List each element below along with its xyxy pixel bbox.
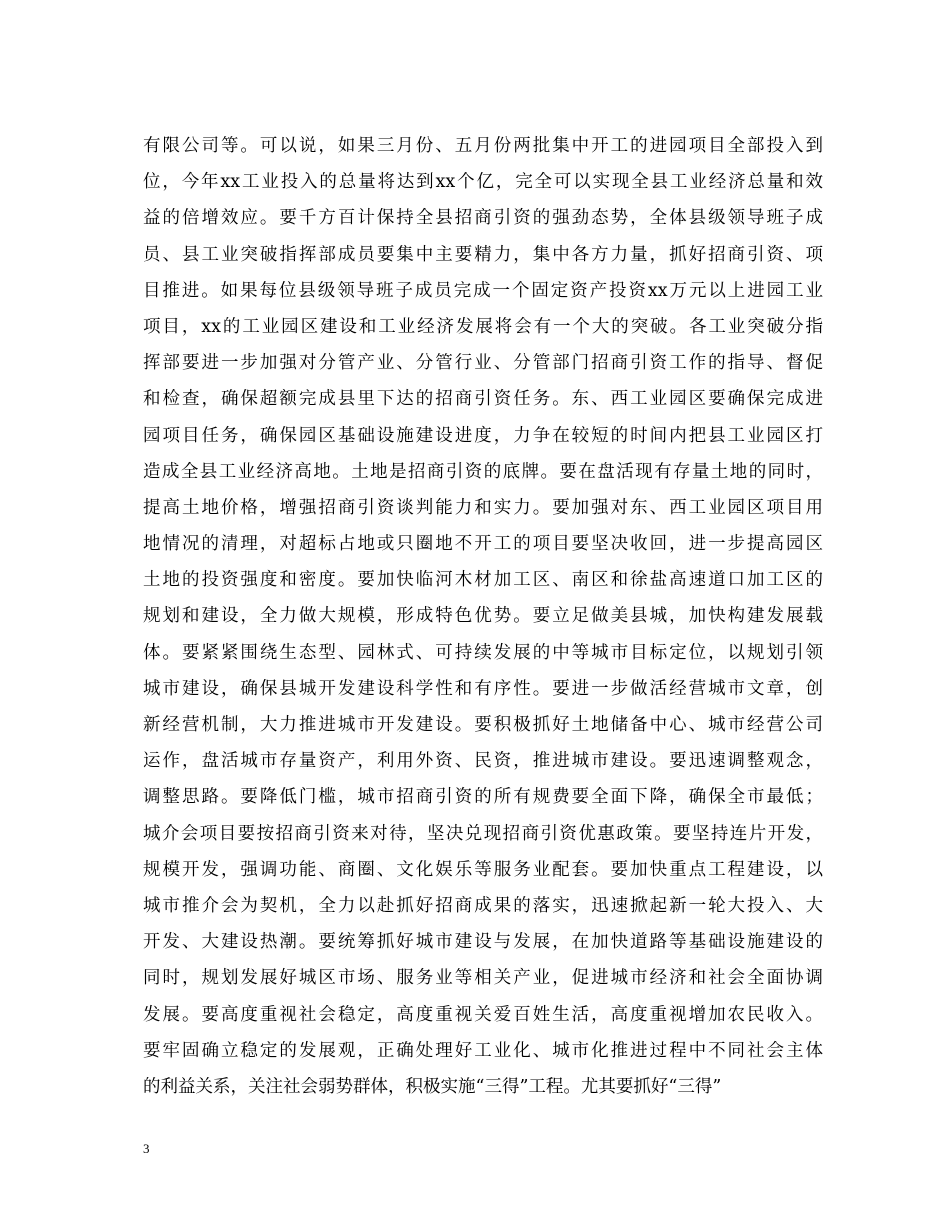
text-line: 新经营机制，大力推进城市开发建设。要积极抓好土地储备中心、城市经营公司 — [143, 715, 823, 735]
text-line: 位，今年xx工业投入的总量将达到xx个亿，完全可以实现全县工业经济总量和效 — [143, 172, 823, 193]
text-line: 规模开发，强调功能、商圈、文化娱乐等服务业配套。要加快重点工程建设，以 — [143, 859, 823, 880]
text-line: 运作，盘活城市存量资产，利用外资、民资，推进城市建设。要迅速调整观念， — [143, 751, 823, 772]
text-line: 造成全县工业经济高地。土地是招商引资的底牌。要在盘活现有存量土地的同时， — [143, 461, 823, 482]
text-line: 城市推介会为契机，全力以赴抓好招商成果的落实，迅速掀起新一轮大投入、大 — [143, 895, 823, 916]
text-line: 地情况的清理，对超标占地或只圈地不开工的项目要坚决收回，进一步提高园区 — [143, 534, 823, 555]
page-number: 3 — [143, 1141, 150, 1156]
text-line: 有限公司等。可以说，如果三月份、五月份两批集中开工的进园项目全部投入到 — [143, 136, 823, 156]
text-line: 规划和建设，全力做大规模，形成特色优势。要立足做美县城，加快构建发展载 — [143, 606, 823, 627]
text-line: 发展。要高度重视社会稳定，高度重视关爱百姓生活，高度重视增加农民收入。 — [143, 1004, 823, 1025]
text-line: 提高土地价格，增强招商引资谈判能力和实力。要加强对东、西工业园区项目用 — [143, 497, 823, 518]
body-text — [143, 128, 823, 1105]
text-line: 要牢固确立稳定的发展观，正确处理好工业化、城市化推进过程中不同社会主体 — [143, 1040, 823, 1061]
text-line: 城市建设，确保县城开发建设科学性和有序性。要进一步做活经营城市文章，创 — [143, 678, 823, 699]
text-line: 的利益关系，关注社会弱势群体，积极实施“三得”工程。尤其要抓好“三得” — [143, 1076, 722, 1097]
text-line: 城介会项目要按招商引资来对待，坚决兑现招商引资优惠政策。要坚持连片开发， — [143, 823, 823, 844]
text-line: 同时，规划发展好城区市场、服务业等相关产业，促进城市经济和社会全面协调 — [143, 968, 823, 989]
text-line: 园项目任务，确保园区基础设施建设进度，力争在较短的时间内把县工业园区打 — [143, 425, 823, 446]
text-line: 调整思路。要降低门槛，城市招商引资的所有规费要全面下降，确保全市最低； — [143, 787, 823, 808]
text-line: 员、县工业突破指挥部成员要集中主要精力，集中各方力量，抓好招商引资、项 — [143, 244, 823, 265]
text-line: 益的倍增效应。要千方百计保持全县招商引资的强劲态势，全体县级领导班子成 — [143, 208, 823, 229]
text-line: 和检查，确保超额完成县里下达的招商引资任务。东、西工业园区要确保完成进 — [143, 389, 823, 410]
text-line: 挥部要进一步加强对分管产业、分管行业、分管部门招商引资工作的指导、督促 — [143, 353, 823, 374]
text-line: 项目，xx的工业园区建设和工业经济发展将会有一个大的突破。各工业突破分指 — [143, 316, 823, 337]
text-line: 土地的投资强度和密度。要加快临河木材加工区、南区和徐盐高速道口加工区的 — [143, 570, 823, 591]
text-line: 体。要紧紧围绕生态型、园林式、可持续发展的中等城市目标定位，以规划引领 — [143, 642, 823, 663]
text-line: 目推进。如果每位县级领导班子成员完成一个固定资产投资xx万元以上进园工业 — [143, 280, 823, 301]
text-line: 开发、大建设热潮。要统筹抓好城市建设与发展，在加快道路等基础设施建设的 — [143, 932, 823, 953]
